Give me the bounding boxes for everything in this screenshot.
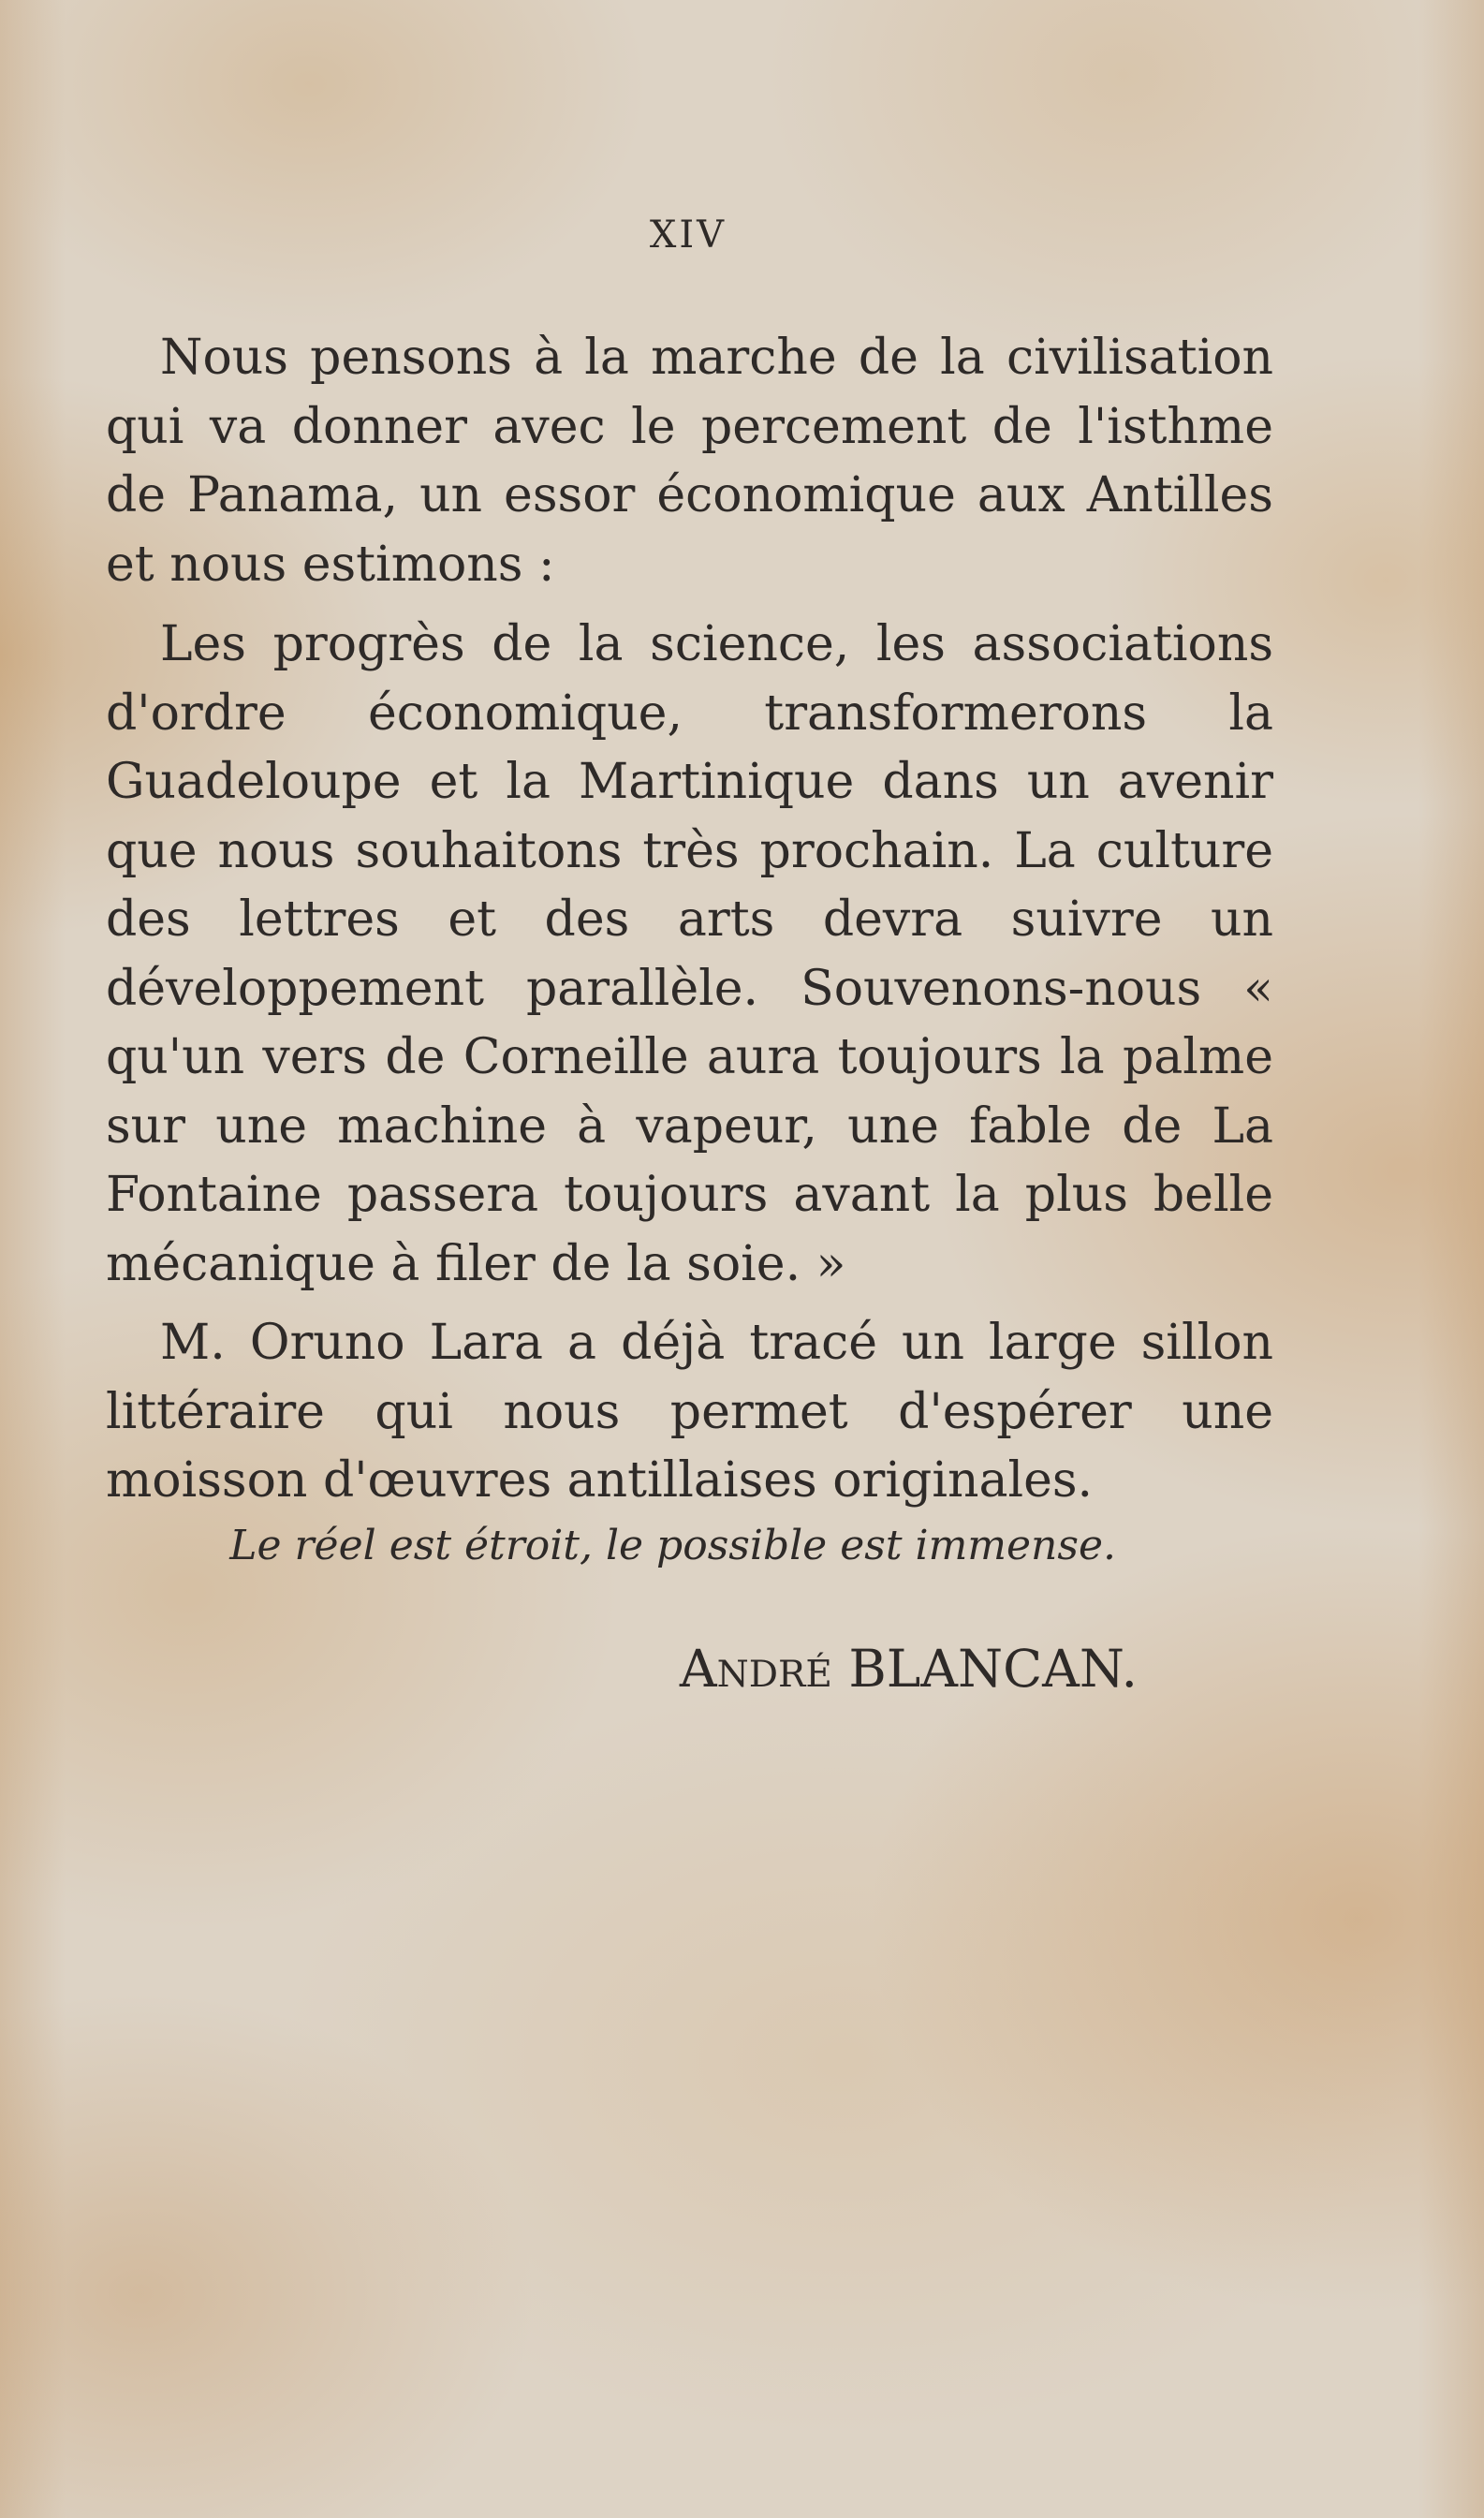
- paragraph-3: M. Oruno Lara a déjà tracé un large sillon littéraire qui nous permet d'espérer une moisson d'œuvres antillaises originales.: [106, 1315, 1273, 1509]
- paragraph-2: Les progrès de la science, les associations d'ordre économique, transformerons la Guadeloupe et la Martinique dans un avenir que nous souhaitons très prochain. La culture des lettres et des arts devra suivre un développement parallèle. Souvenons-nous « qu'un vers de Corneille aura toujours la palme sur une machine à vapeur, une fable de La Fontaine passera toujours avant la plus belle mécanique à filer de la soie. »: [106, 616, 1273, 1292]
- page-number: XIV: [649, 214, 727, 257]
- epigraph-quote: Le réel est étroit, le possible est immense.: [229, 1522, 1116, 1569]
- author-last-name: BLANCAN.: [848, 1639, 1138, 1699]
- author-signature: [106, 1639, 1138, 1699]
- paragraph-1: Nous pensons à la marche de la civilisation qui va donner avec le percement de l'isthme de Panama, un essor économique aux Antilles et nous estimons :: [106, 330, 1273, 593]
- author-first-name: André: [679, 1639, 832, 1699]
